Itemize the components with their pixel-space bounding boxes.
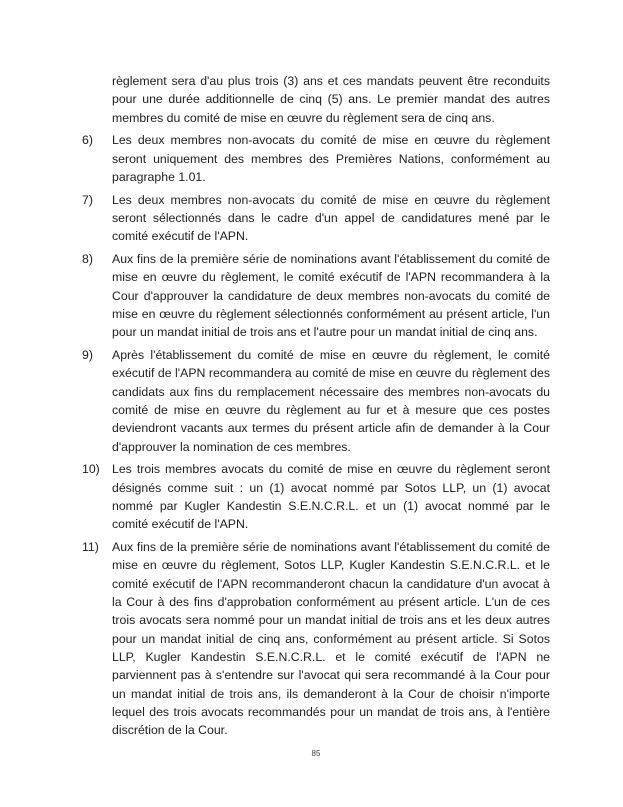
list-item-number: 7) — [82, 192, 93, 207]
document-body — [82, 72, 550, 744]
list-item-text: Après l'établissement du comité de mise en œuvre du règlement, le comité exécutif de l'APN recommandera au comité de mise en œuvre du règlement des candidats aux fins du remplacement nécessaire des membres non-avocats du comité de mise en œuvre du règlement au fur et à mesure que ces postes deviendront vacants aux termes du présent article afin de demander à la Cour d'approuver la nomination de ces membres. — [112, 348, 550, 454]
list-item-9 — [82, 346, 550, 456]
list-item-number: 6) — [82, 133, 93, 148]
list-item-number: 9) — [82, 348, 93, 363]
list-item-text: Les deux membres non-avocats du comité de mise en œuvre du règlement seront sélectionnés dans le cadre d'un appel de candidatures mené par le comité exécutif de l'APN. — [112, 192, 550, 244]
list-item-8 — [82, 250, 550, 341]
list-item-11 — [82, 538, 550, 739]
list-item-text: Aux fins de la première série de nominations avant l'établissement du comité de mise en œuvre du règlement, Sotos LLP, Kugler Kandestin S.E.N.C.R.L. et le comité exécutif de l'APN recommanderont chacun la candidature d'un avocat à la Cour à des fins d'approbation conformément au présent article. L'un de ces trois avocats sera nommé pour un mandat initial de trois ans et les deux autres pour un mandat initial de cinq ans, conformément au présent article. Si Sotos LLP, Kugler Kandestin S.E.N.C.R.L. et le comité exécutif de l'APN ne parviennent pas à s'entendre sur l'avocat qui sera recommandé à la Cour pour un mandat initial de trois ans, ils demanderont à la Cour de choisir n'importe lequel des trois avocats recommandés pour un mandat de trois ans, à l'entière discrétion de la Cour. — [112, 540, 550, 738]
list-item-text: Les trois membres avocats du comité de mise en œuvre du règlement seront désignés comme suit : un (1) avocat nommé par Sotos LLP, un (1) avocat nommé par Kugler Kandestin S.E.N.C.R.L. et un (1) avocat nommé par le comité exécutif de l'APN. — [112, 462, 550, 532]
list-item-number: 10) — [82, 462, 100, 477]
list-item-text: Aux fins de la première série de nominations avant l'établissement du comité de mise en œuvre du règlement, le comité exécutif de l'APN recommandera à la Cour d'approuver la candidature de deux membres non-avocats du comité de mise en œuvre du règlement sélectionnés conformément au présent article, l'un pour un mandat initial de trois ans et l'autre pour un mandat initial de cinq ans. — [112, 252, 550, 340]
list-item-10 — [82, 460, 550, 533]
paragraph-continuation: règlement sera d'au plus trois (3) ans et ces mandats peuvent être reconduits pour une durée additionnelle de cinq (5) ans. Le premier mandat des autres membres du comité de mise en œuvre du règlement sera de cinq ans. — [112, 74, 550, 125]
page-number: 85 — [311, 749, 321, 758]
list-item-number: 8) — [82, 252, 93, 267]
list-item-text: Les deux membres non-avocats du comité de mise en œuvre du règlement seront uniquement des membres des Premières Nations, conformément au paragraphe 1.01. — [112, 133, 550, 184]
list-item-7 — [82, 191, 550, 246]
list-item-number: 11) — [82, 540, 99, 555]
list-item-6 — [82, 131, 550, 186]
